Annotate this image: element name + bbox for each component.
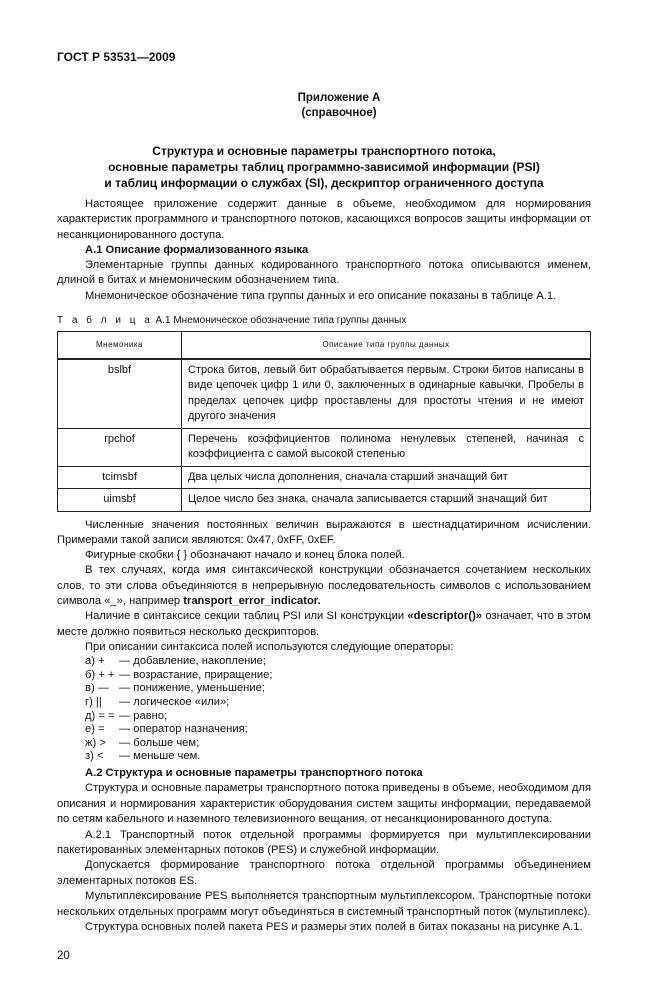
paragraph-text: означает, что в этом месте должно появиться несколько дескрипторов. [57,610,591,638]
operator-key: ж) > [85,736,106,749]
list-item [57,682,591,696]
mnemonic-cell: bslbf [58,359,182,429]
table-row [58,466,591,489]
paragraph: Структура основных полей пакета PES и размеры этих полей в битах показаны на рисунке А.1. [85,921,583,934]
table-row [58,428,591,466]
operator-desc: — больше чем; [119,736,200,749]
list-item [57,710,591,724]
operator-desc: — добавление, накопление; [119,655,266,668]
list-item [57,655,591,669]
paragraph [57,563,591,609]
table-row [58,359,591,429]
operator-key: з) < [85,750,104,763]
table-row [58,489,591,512]
appendix-heading [57,91,591,121]
paragraph: Численные значения постоянных величин выражаются в шестнадцатиричном исчислении. Примерами такой записи являются: 0x47, 0xFF, 0xEF. [57,518,591,546]
title-line: и таблиц информации о службах (SI), дескриптор ограниченного доступа [104,176,544,190]
intro-paragraph: Настоящее приложение содержит данные в объеме, необходимом для нормирования характеристик программного и транспортного потоков, касающихся вопросов защиты информации от несанкционированного доступа. [57,198,591,241]
operator-list [57,655,591,764]
paragraph: Фигурные скобки { } обозначают начало и конец блока полей. [85,549,405,562]
operator-desc: — возрастание, приращение; [119,668,273,681]
operator-key: в) — [85,682,109,695]
description-cell: Целое число без знака, сначала записывается старший значащий бит [182,489,591,512]
paragraph-text: Наличие в синтаксисе секции таблиц PSI или SI конструкции [85,610,408,623]
section-a2-heading: А.2 Структура и основные параметры транспортного потока [85,767,423,779]
operator-key: г) || [85,696,102,709]
appendix-title: Приложение А [297,92,381,104]
operator-key: д) = = [85,709,115,722]
paragraph: Допускается формирование транспортного потока отдельной программы объединением элементарных потоков ES. [57,859,591,887]
paragraph: Элементарные группы данных кодированного транспортного потока описываются именем, длиной в битах и мнемоническим обозначением типа. [57,259,591,287]
operator-key: а) + [85,655,105,668]
paragraph: При описании синтаксиса полей используются следующие операторы: [85,640,454,653]
paragraph-text: В тех случаях, когда имя синтаксической конструкции обозначается сочетанием нескольких слов, то эти слова объединяются в непрерывную последовательность символов с использованием символа «_», например [57,564,591,608]
operator-desc: — понижение, уменьшение; [119,682,265,695]
syntax-section [57,518,591,764]
list-item [57,750,591,764]
mnemonic-cell: rpchof [58,428,182,466]
intro-section [57,197,591,304]
operator-desc: — меньше чем. [119,750,201,763]
list-item [57,737,591,751]
mnemonic-cell: uimsbf [58,489,182,512]
appendix-note: (справочное) [301,107,377,119]
operator-desc: — логическое «или»; [119,696,230,709]
description-cell: Перечень коэффициентов полинома ненулевых степеней, начиная с коэффициента с самой высокой степенью [182,428,591,466]
operator-desc: — оператор назначения; [119,723,248,736]
table-header-row [58,332,591,359]
descriptor-keyword: «descriptor()» [407,610,483,623]
title-line: основные параметры таблиц программно-зависимой информации (PSI) [108,160,540,174]
example-identifier: transport_error_indicator. [183,595,321,608]
section-a2 [57,766,591,935]
paragraph: Структура и основные параметры транспортного потока приведены в объеме, необходимом для описания и нормирования характеристик оборудования систем защиты информации, передаваемой по сетям кабельного и наземного телевизионного вещания, от несанкционированного доступа. [57,782,591,826]
mnemonic-cell: tcimsbf [58,466,182,489]
page-number: 20 [57,950,70,963]
table-caption-text: А.1 Мнемоническое обозначение типа группы данных [152,315,407,327]
mnemonic-table [57,331,591,512]
document-header: ГОСТ Р 53531—2009 [57,50,176,64]
paragraph [57,609,591,640]
column-header-description: Описание типа группы данных [182,332,591,359]
operator-key: б) + + [85,668,115,681]
table-caption [57,314,591,327]
description-cell: Два целых числа дополнения, сначала старший значащий бит [182,466,591,489]
list-item [57,696,591,710]
description-cell: Строка битов, левый бит обрабатывается первым. Строки битов написаны в виде цепочек цифр 1 или 0, заключенных в одинарные кавычки. Пробелы в пределах цепочек цифр проставлены для простоты чтения и не имеют другого значения [182,359,591,429]
title-line: Структура и основные параметры транспортного потока, [152,144,496,158]
paragraph: А.2.1 Транспортный поток отдельной программы формируется при мультиплексировании пакетированных элементарных потоков (PES) и служебной информации. [57,828,591,857]
operator-key: е) = [85,723,105,736]
operator-desc: — равно; [119,709,168,722]
table-caption-label: Т а б л и ц а [57,315,153,327]
appendix-main-title [57,143,591,191]
paragraph: Мнемоническое обозначение типа группы данных и его описание показаны в таблице А.1. [85,289,557,302]
list-item [57,723,591,737]
column-header-mnemonic: Мнемоника [58,332,182,359]
section-a1-heading: А.1 Описание формализованного языка [85,243,309,256]
list-item [57,669,591,683]
paragraph: Мультиплексирование PES выполняется транспортным мультиплексором. Транспортные потоки нескольких отдельных программ могут объединяться в системный транспортный поток (мультиплекс). [57,890,591,918]
